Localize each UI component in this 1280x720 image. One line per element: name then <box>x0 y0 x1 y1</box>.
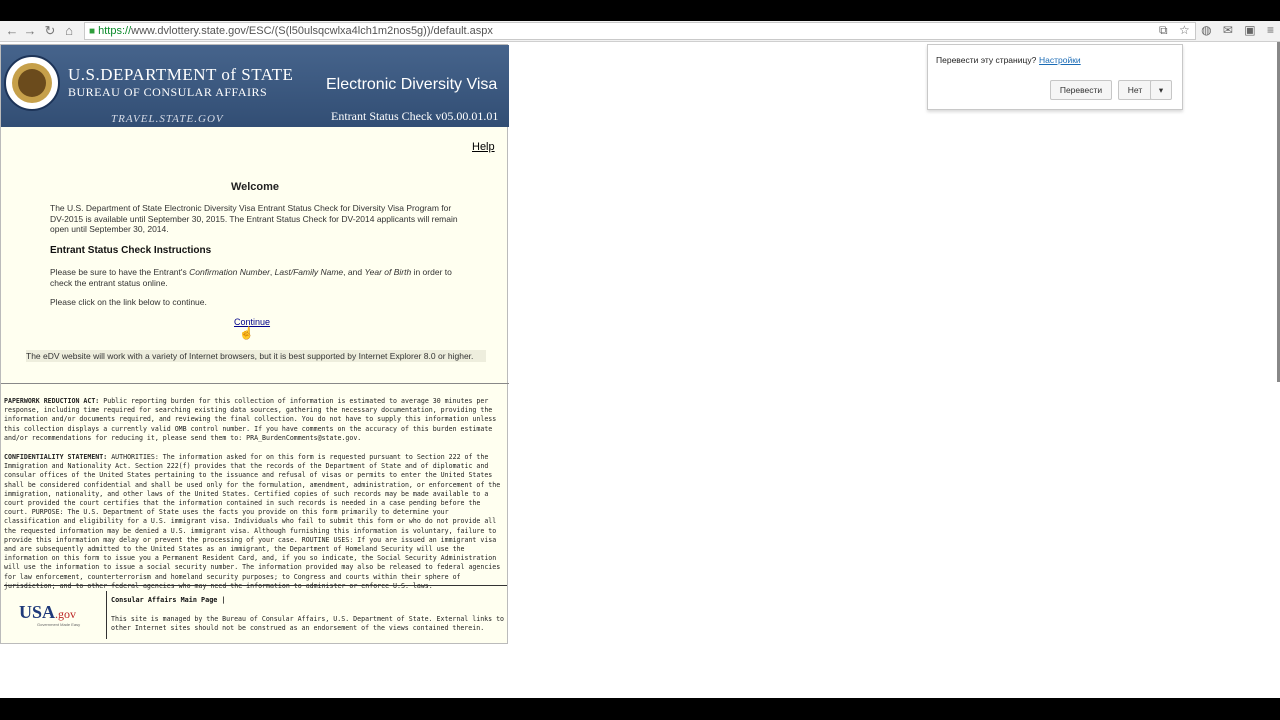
app-subtitle: Entrant Status Check v05.00.01.01 <box>331 109 499 123</box>
department-name: U.S.DEPARTMENT of STATE <box>68 65 294 84</box>
translate-popup <box>927 44 1183 110</box>
instr-suffix: in order to check the entrant status online. <box>50 267 452 288</box>
logo-gov: .gov <box>55 607 77 621</box>
reload-icon[interactable]: ↻ <box>44 23 56 38</box>
instructions-heading: Entrant Status Check Instructions <box>50 245 212 256</box>
browser-toolbar <box>0 21 1280 42</box>
page-viewport <box>0 42 1280 698</box>
intro-text: The U.S. Department of State Electronic Diversity Visa Entrant Status Check for Diversity Visa Program for DV-2015 is available until September 30, 2015. The Entrant Status Check for DV-2014 applicants will remain open until September 30, 2014. <box>50 203 458 234</box>
help-link[interactable]: Help <box>472 141 495 153</box>
extension-icon[interactable]: ◍ <box>1201 23 1212 37</box>
instr-sep1: , <box>269 267 275 277</box>
paperwork-title: PAPERWORK REDUCTION ACT: <box>4 397 100 405</box>
instr-sep2: , and <box>343 267 365 277</box>
logo-tagline: Government Made Easy <box>37 622 81 627</box>
home-icon[interactable]: ⌂ <box>65 23 73 38</box>
instr-prefix: Please be sure to have the Entrant's <box>50 267 190 277</box>
footer-separator <box>106 591 107 639</box>
confidentiality-title: CONFIDENTIALITY STATEMENT: <box>4 453 108 461</box>
year-of-birth-term: Year of Birth <box>364 267 412 277</box>
paperwork-reduction-act <box>4 397 504 443</box>
hand-cursor-icon: ☝ <box>239 326 254 340</box>
instructions-text <box>50 267 460 288</box>
window-top-bar <box>0 0 1280 21</box>
mail-icon[interactable]: ✉ <box>1222 23 1233 37</box>
no-translate-button[interactable]: Нет <box>1118 80 1152 100</box>
site-banner <box>1 45 509 127</box>
menu-icon[interactable]: ≡ <box>1266 23 1274 37</box>
star-icon[interactable]: ☆ <box>1178 23 1190 37</box>
section-divider <box>1 383 509 384</box>
toolbar-right-icons <box>1151 23 1274 38</box>
confidentiality-text: AUTHORITIES: The information asked for on this form is requested pursuant to Section 222 of the Immigration and Nationality Act. Section 222(f) provides that the records of the Department of State and of diplomatic and consular offices of the United States pertaining to the issuance and refusal of visas or permits to enter the United States shall be considered confidential and shall be used only for the formulation, amendment, administration, or enforcement of the immigration, nationality, and other laws of the United States. Certified copies of such records may be made available to a court provided the court certifies that the information contained in such records is needed in a case pending before the court. PURPOSE: The U.S. Department of State uses the facts you provide on this form primarily to determine your classification and eligibility for a U.S. immigrant visa. Individuals who fail to submit this form or who do not provide all the requested information may be denied a U.S. immigrant visa. Although furnishing this information is voluntary, failure to provide this information may delay or prevent the processing of your case. ROUTINE USES: If you are issued an immigrant visa and are subsequently admitted to the United States as an immigrant, the Department of Homeland Security will use the information on this form to issue you a Permanent Resident Card, and, if you so indicate, the Social Security Administration will use the information to issue a social security number. The information provided may also be released to federal agencies for law enforcement, counterterrorism and homeland security purposes; to Congress and courts within their sphere of <box>4 453 501 581</box>
logo-usa: USA <box>19 602 56 622</box>
paperwork-text: Public reporting burden for this collection of information is estimated to average 30 minutes per response, including time required for searching existing data sources, gathering the necessary documentation, providing the information and/or documents required, and reviewing the final collection. You do not have to supply this information unless this collection displays a currently valid OMB control number. If you have comments on the accuracy of this burden estimate and/or recommendations for reducing it, please send them to: PRA_BurdenComments@state.gov. <box>4 397 497 442</box>
edv-content-panel <box>0 44 508 644</box>
continue-link[interactable]: Continue <box>234 317 271 327</box>
footer-disclaimer: This site is managed by the Bureau of Consular Affairs, U.S. Department of State. External links to other Internet sites should not be construed as an endorsement of the views contained therein. <box>111 615 505 632</box>
consular-affairs-main-page-link[interactable]: Consular Affairs Main Page | <box>111 596 226 604</box>
last-name-term: Last/Family Name <box>274 267 344 277</box>
window-bottom-bar <box>0 698 1280 720</box>
forward-arrow-icon[interactable]: → <box>23 23 37 38</box>
address-bar[interactable] <box>84 22 1196 40</box>
translate-options-dropdown[interactable]: ▾ <box>1150 80 1172 100</box>
eagle-icon <box>18 69 46 97</box>
bureau-name: BUREAU OF CONSULAR AFFAIRS <box>68 85 268 99</box>
lock-icon: ■ <box>89 26 96 37</box>
usa-gov-logo[interactable] <box>19 602 91 628</box>
browser-support-note: The eDV website will work with a variety of Internet browsers, but it is best supported by Internet Explorer 8.0 or higher. <box>26 350 486 362</box>
translate-settings-link[interactable]: Настройки <box>1039 55 1081 65</box>
app-title: Electronic Diversity Visa <box>326 76 498 93</box>
confirmation-number-term: Confirmation Number <box>189 267 270 277</box>
folder-icon[interactable]: ▣ <box>1244 23 1256 37</box>
url-text: www.dvlottery.state.gov/ESC/(S(l50ulsqcwlxa4lch1m2nos5g))/default.aspx <box>131 25 493 37</box>
url-protocol: https:// <box>98 25 132 37</box>
back-arrow-icon[interactable]: ← <box>5 23 19 38</box>
site-name: TRAVEL.STATE.GOV <box>111 113 224 125</box>
welcome-heading: Welcome <box>230 181 280 193</box>
translate-question: Перевести эту страницу? <box>936 55 1037 65</box>
footer-divider <box>4 585 507 586</box>
translate-button[interactable]: Перевести <box>1050 80 1112 100</box>
confidentiality-statement <box>4 453 504 591</box>
state-department-seal <box>4 55 60 111</box>
translate-icon[interactable]: ⧉ <box>1159 23 1168 37</box>
click-below-text: Please click on the link below to continue. <box>50 297 207 307</box>
